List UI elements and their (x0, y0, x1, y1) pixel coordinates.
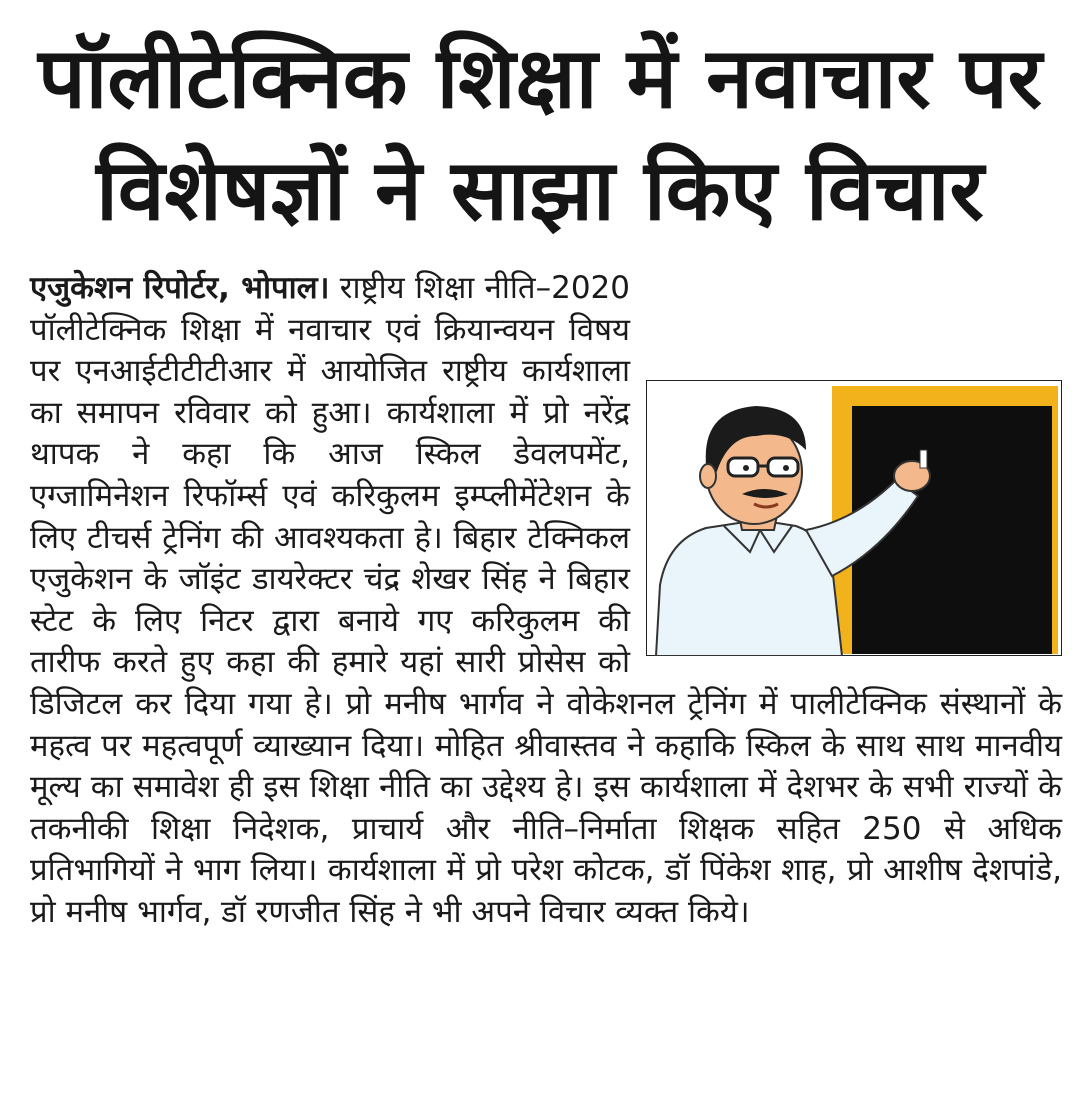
illustration (646, 380, 1062, 660)
dateline: एजुकेशन रिपोर्टर, भोपाल। (30, 270, 330, 306)
teacher-at-blackboard-icon (646, 380, 1062, 656)
article-body (30, 268, 1062, 934)
article-text: राष्ट्रीय शिक्षा नीति–2020 पॉलीटेक्निक शिक्षा में नवाचार एवं क्रियान्वयन विषय पर एनआईटीटीटीआर में आयोजित राष्ट्रीय कार्यशाला का समापन रविवार को हुआ। कार्यशाला में प्रो नरेंद्र थापक ने कहा कि आज स्किल डेवलपमेंट, एग्जामिनेशन रिफॉर्म्स एवं करिकुलम इम्प्लीमेंटेशन के लिए टीचर्स ट्रेनिंग की आवश्यकता हे। बिहार टेक्निकल एजुकेशन के जॉइंट डायरेक्टर चंद्र शेखर सिंह ने बिहार स्टेट के लिए निटर द्वारा बनाये गए करिकुलम की तारीफ करते हुए कहा की हमारे यहां सारी प्रोसेस को डिजिटल कर दिया गया हे। प्रो मनीष भार्गव ने वोकेशनल ट्रेनिंग में पालीटेक्निक संस्थानों के महत्व पर महत्वपूर्ण व्याख्यान दिया। मोहित श्रीवास्तव ने कहाकि स्किल के साथ साथ मानवीय मूल्य का समावेश ही इस शिक्षा नीति का उद्देश्य हे। इस कार्यशाला में देशभर के सभी राज्यों के तकनीकी शिक्षा निदेशक, प्राचार्य और नीति–निर्माता शिक्षक सहित 250 से अधिक प्रतिभागियों ने भाग लिया। कार्यशाला में प्रो परेश कोटक, डॉ पिंकेश शाह, प्रो आशीष देशपांडे, प्रो मनीष भार्गव, डॉ रणजीत सिंह ने भी अपने विचार व्यक्त किये। (30, 270, 1062, 930)
headline-line-2: विशेषज्ञों ने साझा किए विचार (96, 141, 984, 239)
headline (18, 22, 1062, 246)
headline-line-1: पॉलीटेक्निक शिक्षा में नवाचार पर (37, 29, 1043, 127)
